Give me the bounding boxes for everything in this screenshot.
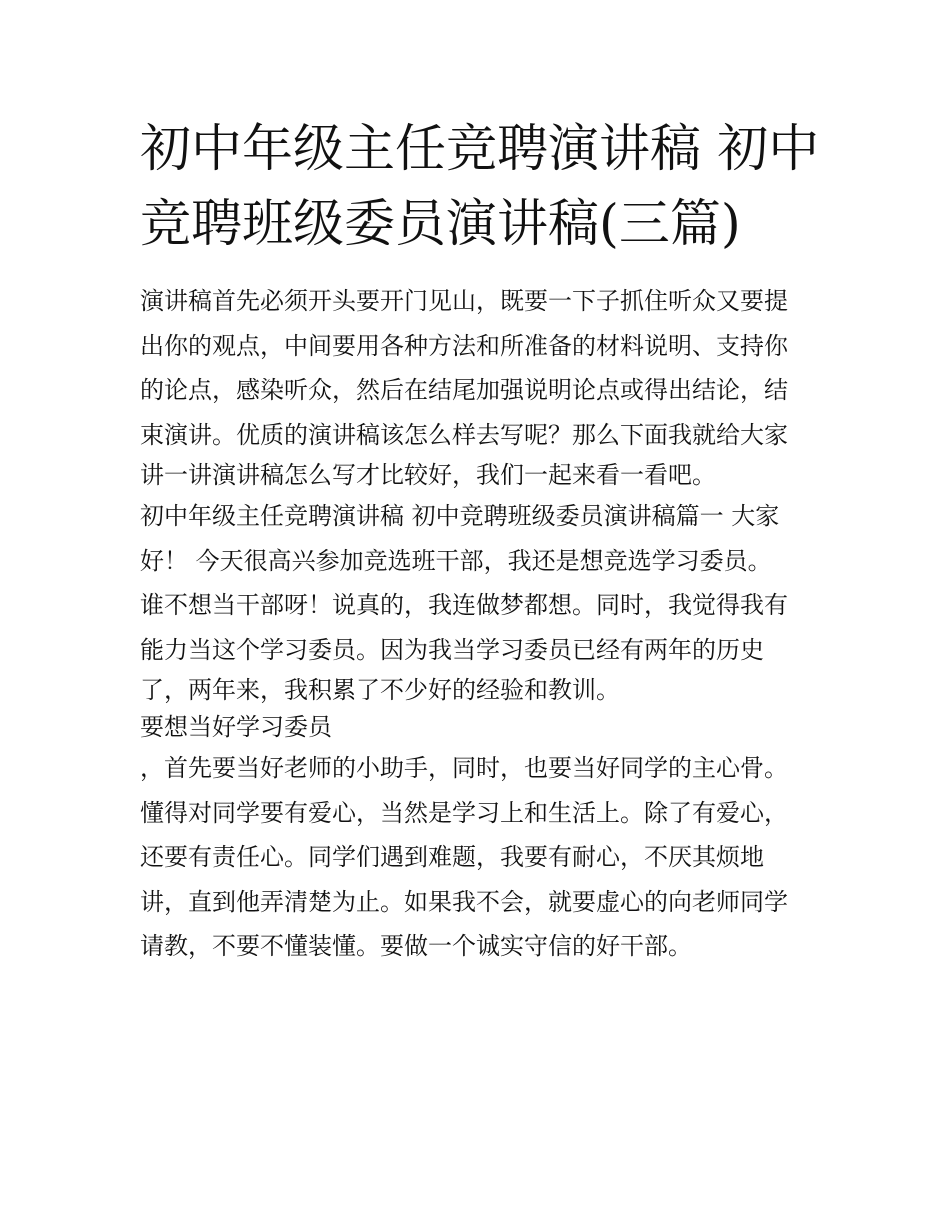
document-body — [140, 279, 830, 969]
text-line: 了，两年来，我积累了不少好的经验和教训。 — [140, 676, 620, 704]
document-title — [140, 112, 830, 262]
text-line: 演讲稿首先必须开头要开门见山，既要一下子抓住听众又要提 — [140, 287, 788, 315]
text-line: 能力当这个学习委员。因为我当学习委员已经有两年的历史 — [140, 635, 764, 664]
text-line: 要想当好学习委员 — [140, 713, 332, 741]
title-line-2: 竞聘班级委员演讲稿(三篇) — [140, 195, 741, 254]
text-line: 懂得对同学要有爱心，当然是学习上和生活上。除了有爱心， — [140, 798, 788, 827]
text-line: 好！ 今天很高兴参加竞选班干部，我还是想竞选学习委员。 — [140, 546, 772, 575]
text-line: 出你的观点，中间要用各种方法和所准备的材料说明、支持你 — [140, 331, 788, 360]
text-line: 初中年级主任竞聘演讲稿 初中竞聘班级委员演讲稿篇一 大家 — [140, 502, 780, 530]
text-line: 请教，不要不懂装懂。要做一个诚实守信的好干部。 — [140, 932, 692, 960]
text-line: 讲，直到他弄清楚为止。如果我不会，就要虚心的向老师同学 — [140, 887, 788, 916]
text-line: 的论点，感染听众，然后在结尾加强说明论点或得出结论，结 — [140, 376, 788, 404]
text-line: 谁不想当干部呀！说真的，我连做梦都想。同时，我觉得我有 — [140, 591, 788, 619]
text-line: 讲一讲演讲稿怎么写才比较好，我们一起来看一看吧。 — [140, 461, 716, 489]
text-line: 还要有责任心。同学们遇到难题，我要有耐心，不厌其烦地 — [140, 843, 764, 871]
text-line: 束演讲。优质的演讲稿该怎么样去写呢？那么下面我就给大家 — [140, 420, 788, 449]
title-line-1: 初中年级主任竞聘演讲稿 初中 — [140, 120, 820, 179]
text-line: ，首先要当好老师的小助手，同时，也要当好同学的主心骨。 — [140, 754, 788, 782]
